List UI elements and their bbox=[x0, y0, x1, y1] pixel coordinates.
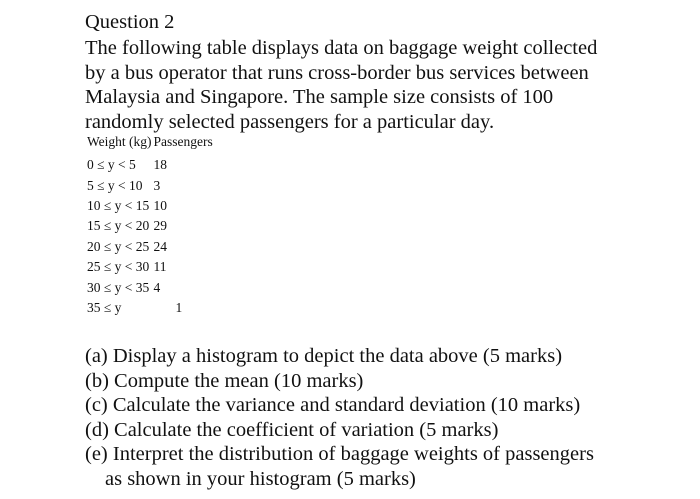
weight-range: 35 ≤ y bbox=[87, 299, 122, 315]
passenger-count: 3 bbox=[153, 177, 161, 193]
task-e: (e) Interpret the distribution of baggage weights of passengers bbox=[85, 443, 594, 466]
task-a: (a) Display a histogram to depict the data above (5 marks) bbox=[85, 345, 563, 367]
table-header-row bbox=[87, 134, 213, 155]
task-d: (d) Calculate the coefficient of variation (5 marks) bbox=[85, 418, 499, 441]
intro-line: randomly selected passengers for a particular day. bbox=[85, 110, 495, 133]
question-intro bbox=[85, 36, 685, 134]
table-row bbox=[87, 277, 213, 297]
table-row bbox=[87, 237, 213, 257]
task-e-continuation: as shown in your histogram (5 marks) bbox=[105, 467, 416, 490]
table-row bbox=[87, 175, 213, 195]
table-row bbox=[87, 298, 213, 318]
task-c: (c) Calculate the variance and standard deviation (10 marks) bbox=[85, 394, 581, 417]
header-passengers: Passengers bbox=[153, 134, 213, 149]
table-row bbox=[87, 155, 213, 175]
passenger-count: 10 bbox=[153, 197, 168, 213]
intro-line: by a bus operator that runs cross-border bus services between bbox=[85, 61, 589, 84]
passenger-count: 29 bbox=[153, 218, 168, 234]
weight-range: 20 ≤ y < 25 bbox=[87, 238, 150, 254]
question-title: Question 2 bbox=[85, 11, 175, 33]
weight-range: 10 ≤ y < 15 bbox=[87, 197, 150, 213]
weight-range: 0 ≤ y < 5 bbox=[87, 157, 136, 173]
intro-line: The following table displays data on baggage weight collected bbox=[85, 37, 598, 59]
header-weight: Weight (kg) bbox=[87, 134, 152, 149]
table-row bbox=[87, 196, 213, 216]
passenger-count: 18 bbox=[153, 157, 168, 173]
weight-range: 15 ≤ y < 20 bbox=[87, 218, 150, 234]
weight-range: 30 ≤ y < 35 bbox=[87, 279, 150, 295]
intro-line: Malaysia and Singapore. The sample size consists of 100 bbox=[85, 86, 554, 108]
table-row bbox=[87, 216, 213, 236]
passenger-count: 4 bbox=[153, 279, 161, 295]
task-list bbox=[85, 344, 685, 492]
weight-range: 5 ≤ y < 10 bbox=[87, 177, 143, 193]
passenger-count: 24 bbox=[153, 238, 168, 254]
task-b: (b) Compute the mean (10 marks) bbox=[85, 369, 364, 392]
weight-range: 25 ≤ y < 30 bbox=[87, 259, 150, 275]
passenger-count: 1 bbox=[175, 299, 183, 315]
baggage-weight-table bbox=[87, 134, 213, 318]
table-row bbox=[87, 257, 213, 277]
passenger-count: 11 bbox=[153, 259, 167, 275]
